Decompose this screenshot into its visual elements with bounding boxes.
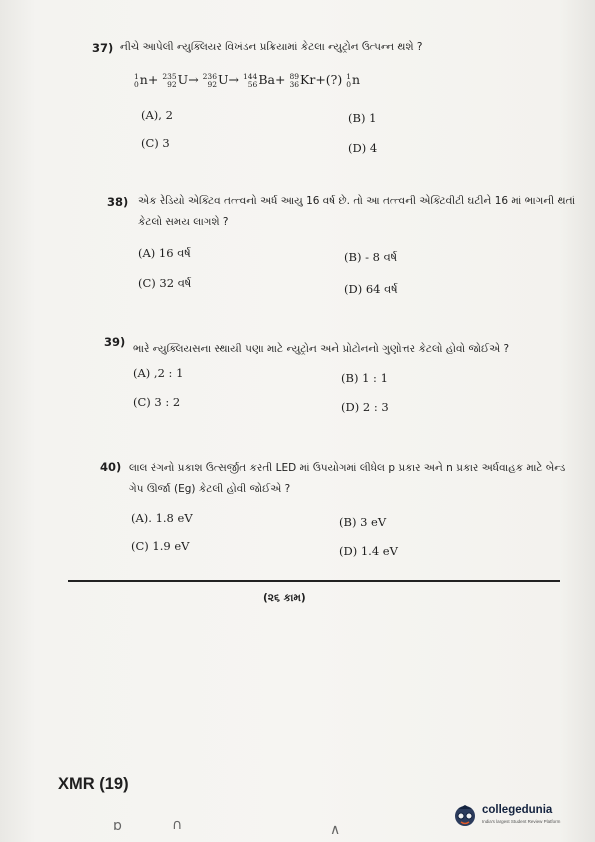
question-40-text-line2: ગેપ ઊર્જા (Eg) કેટલી હોવી જોઈએ ? — [129, 483, 291, 495]
end-rule — [68, 580, 560, 582]
q39-option-c: (C) 3 : 2 — [133, 395, 181, 409]
q40-option-d: (D) 1.4 eV — [339, 544, 398, 558]
continue-note: (૨૬ કામ) — [263, 592, 306, 604]
fission-equation: 1 0 n+ 235 92 U→ 236 92 U→ 144 56 Ba+ 89 36 Kr+(?) 1 0 n — [134, 71, 361, 89]
question-39-text: ભારે ન્યુક્લિયસના સ્થાયી પણા માટે ન્યુટ્રોન અને પ્રોટોનનો ગુણોત્તર કેટલો હોવો જોઈએ ? — [133, 343, 510, 355]
paper-code: XMR (19) — [58, 775, 129, 793]
q40-option-b: (B) 3 eV — [339, 515, 387, 529]
q38-option-c: (C) 32 વર્ષ — [138, 276, 192, 290]
question-38-text-line1: એક રેડિયો એક્ટિવ તત્ત્વનો અર્ધ આયુ 16 વર્ષ છે. તો આ તત્ત્વની એક્ટિવીટી ઘટીને 16 માં ભાગની થતાં — [138, 195, 576, 207]
question-37-number: 37) — [92, 41, 114, 55]
q37-option-b: (B) 1 — [348, 111, 377, 125]
q39-option-b: (B) 1 : 1 — [341, 371, 388, 385]
q38-option-d: (D) 64 વર્ષ — [344, 282, 398, 296]
q38-option-b: (B) - 8 વર્ષ — [344, 250, 398, 264]
q40-option-a: (A). 1.8 eV — [131, 511, 193, 525]
scribble-mark: ɒ — [113, 818, 122, 834]
q39-option-d: (D) 2 : 3 — [341, 400, 389, 414]
q39-option-a: (A) ,2 : 1 — [133, 366, 184, 380]
q40-option-c: (C) 1.9 eV — [131, 539, 190, 553]
q38-option-a: (A) 16 વર્ષ — [138, 246, 191, 260]
brand-tagline: India's largest Student Review Platform — [482, 819, 561, 824]
brand-name: collegedunia — [482, 804, 553, 816]
question-38-number: 38) — [107, 195, 129, 209]
question-38-text-line2: કેટલો સમય લાગશે ? — [138, 216, 229, 228]
question-40-number: 40) — [100, 460, 122, 474]
q37-option-d: (D) 4 — [348, 141, 378, 155]
scribble-mark: ∩ — [172, 817, 183, 833]
q37-option-a: (A), 2 — [141, 108, 173, 122]
q37-option-c: (C) 3 — [141, 136, 170, 150]
question-39-number: 39) — [104, 335, 126, 349]
scribble-mark: ∧ — [330, 822, 341, 838]
question-40-text-line1: લાલ રંગનો પ્રકાશ ઉત્સર્જીત કરતી LED માં ઉપયોગમાં લીધેલ p પ્રકાર અને n પ્રકાર અર્ધવાહક માટે બેન્ડ — [129, 462, 566, 474]
question-37-text: નીચે આપેલી ન્યુક્લિયર વિખંડન પ્રક્રિયામાં કેટલા ન્યુટ્રોન ઉત્પન્ન થશે ? — [120, 41, 423, 53]
